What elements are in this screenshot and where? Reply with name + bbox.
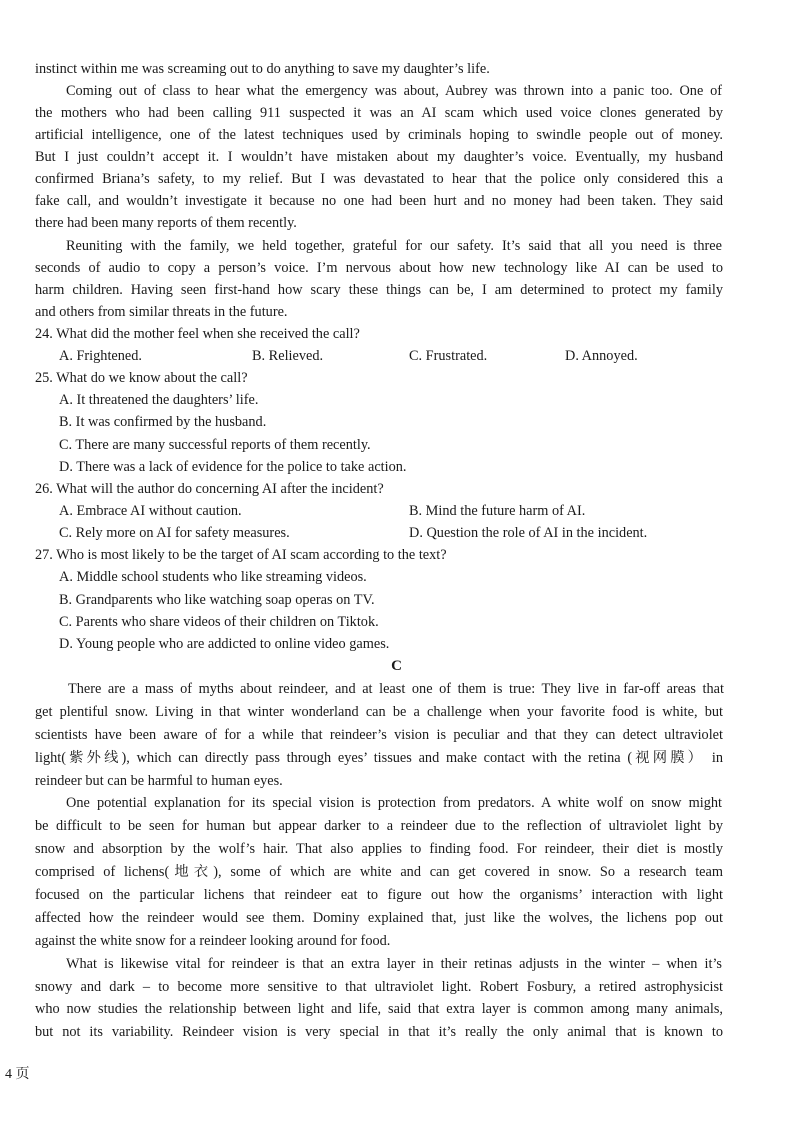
passage-c-line: but not its variability. Reindeer vision is very special in that it’s really the only animal that is known to	[35, 1024, 723, 1040]
passage-b-line: fake call, and wouldn’t investigate it because no one had been hurt and no money had been taken. They said	[35, 193, 723, 209]
q24-option-a[interactable]: A. Frightened.	[59, 348, 142, 364]
question-24-stem: 24. What did the mother feel when she received the call?	[35, 326, 360, 342]
passage-c-line: What is likewise vital for reindeer is that an extra layer in their retinas adjusts in the winter – when it’s	[66, 956, 722, 972]
passage-b-line: harm children. Having seen first-hand how scary these things can be, I am determined to protect my family	[35, 282, 723, 298]
q25-option-b[interactable]: B. It was confirmed by the husband.	[59, 414, 267, 430]
passage-c-line: get plentiful snow. Living in that winter wonderland can be a challenge when your favorite food is white, but	[35, 704, 723, 720]
passage-c-line: who now studies the relationship between light and life, said that extra layer is common among many animals,	[35, 1001, 723, 1017]
passage-c-line: scientists have been aware of for a while that reindeer’s vision is peculiar and that they can detect ultraviolet	[35, 727, 723, 743]
q26-option-b[interactable]: B. Mind the future harm of AI.	[409, 503, 586, 519]
q26-option-a[interactable]: A. Embrace AI without caution.	[59, 503, 242, 519]
q27-option-a[interactable]: A. Middle school students who like streaming videos.	[59, 569, 367, 585]
passage-c-line: snowy and dark – to become more sensitive to that ultraviolet light. Robert Fosbury, a retired astrophysicist	[35, 979, 723, 995]
passage-c-line: focused on the particular lichens that reindeer eat to figure out how the organisms’ interaction with light	[35, 887, 723, 903]
passage-b-line: and others from similar threats in the future.	[35, 304, 288, 320]
passage-b-line: instinct within me was screaming out to do anything to save my daughter’s life.	[35, 61, 490, 77]
passage-c-line: reindeer but can be harmful to human eyes.	[35, 773, 283, 789]
passage-c-line: be difficult to be seen for human but appear darker to a reindeer due to the reflection of ultraviolet light by	[35, 818, 723, 834]
passage-b-line: there had been many reports of them recently.	[35, 215, 297, 231]
question-27-stem: 27. Who is most likely to be the target of AI scam according to the text?	[35, 547, 447, 563]
passage-c-line: light(紫外线), which can directly pass through eyes’ tissues and make contact with the retina (视网膜） in	[35, 750, 723, 766]
passage-c-line: snow and absorption by the wolf’s hair. That also applies to finding food. For reindeer, their diet is mostly	[35, 841, 723, 857]
q26-option-d[interactable]: D. Question the role of AI in the incident.	[409, 525, 648, 541]
question-25-stem: 25. What do we know about the call?	[35, 370, 248, 386]
q24-option-d[interactable]: D. Annoyed.	[565, 348, 638, 364]
passage-b-line: Reuniting with the family, we held together, grateful for our safety. It’s said that all you need is three	[66, 238, 722, 254]
passage-b-line: Coming out of class to hear what the emergency was about, Aubrey was thrown into a panic too. One of	[66, 83, 722, 99]
q25-option-c[interactable]: C. There are many successful reports of them recently.	[59, 437, 371, 453]
q24-option-b[interactable]: B. Relieved.	[252, 348, 324, 364]
question-26-stem: 26. What will the author do concerning AI after the incident?	[35, 481, 384, 497]
passage-c-line: comprised of lichens(地衣), some of which are white and can get covered in snow. So a research team	[35, 864, 723, 880]
q25-option-a[interactable]: A. It threatened the daughters’ life.	[59, 392, 259, 408]
q27-option-d[interactable]: D. Young people who are addicted to online video games.	[59, 636, 390, 652]
q27-option-b[interactable]: B. Grandparents who like watching soap operas on TV.	[59, 592, 375, 608]
passage-c-line: One potential explanation for its special vision is protection from predators. A white wolf on snow might	[66, 795, 722, 811]
page-number: 4 页	[5, 1067, 30, 1082]
passage-b-line: the mothers who had been calling 911 suspected it was an AI scam which used voice clones generated by	[35, 105, 723, 121]
q24-option-c[interactable]: C. Frustrated.	[409, 348, 488, 364]
passage-b-line: But I just couldn’t accept it. I wouldn’t have mistaken about my daughter’s voice. Eventually, my husband	[35, 149, 723, 165]
passage-b-line: artificial intelligence, one of the latest techniques used by criminals hoping to swindle people out of money.	[35, 127, 723, 143]
passage-c-line: against the white snow for a reindeer looking around for food.	[35, 933, 391, 949]
passage-c-line: affected how the reindeer would see them. Dominy explained that, just like the wolves, the lichens pop out	[35, 910, 723, 926]
q25-option-d[interactable]: D. There was a lack of evidence for the police to take action.	[59, 459, 407, 475]
q26-option-c[interactable]: C. Rely more on AI for safety measures.	[59, 525, 290, 541]
section-heading: C	[391, 658, 402, 674]
passage-b-line: seconds of audio to copy a person’s voice. I’m nervous about how new technology like AI can be used to	[35, 260, 723, 276]
passage-c-line: There are a mass of myths about reindeer, and at least one of them is true: They live in far-off areas that	[68, 681, 724, 697]
passage-b-line: confirmed Briana’s safety, to my relief. But I was devastated to hear that the police only considered this a	[35, 171, 723, 187]
q27-option-c[interactable]: C. Parents who share videos of their children on Tiktok.	[59, 614, 379, 630]
